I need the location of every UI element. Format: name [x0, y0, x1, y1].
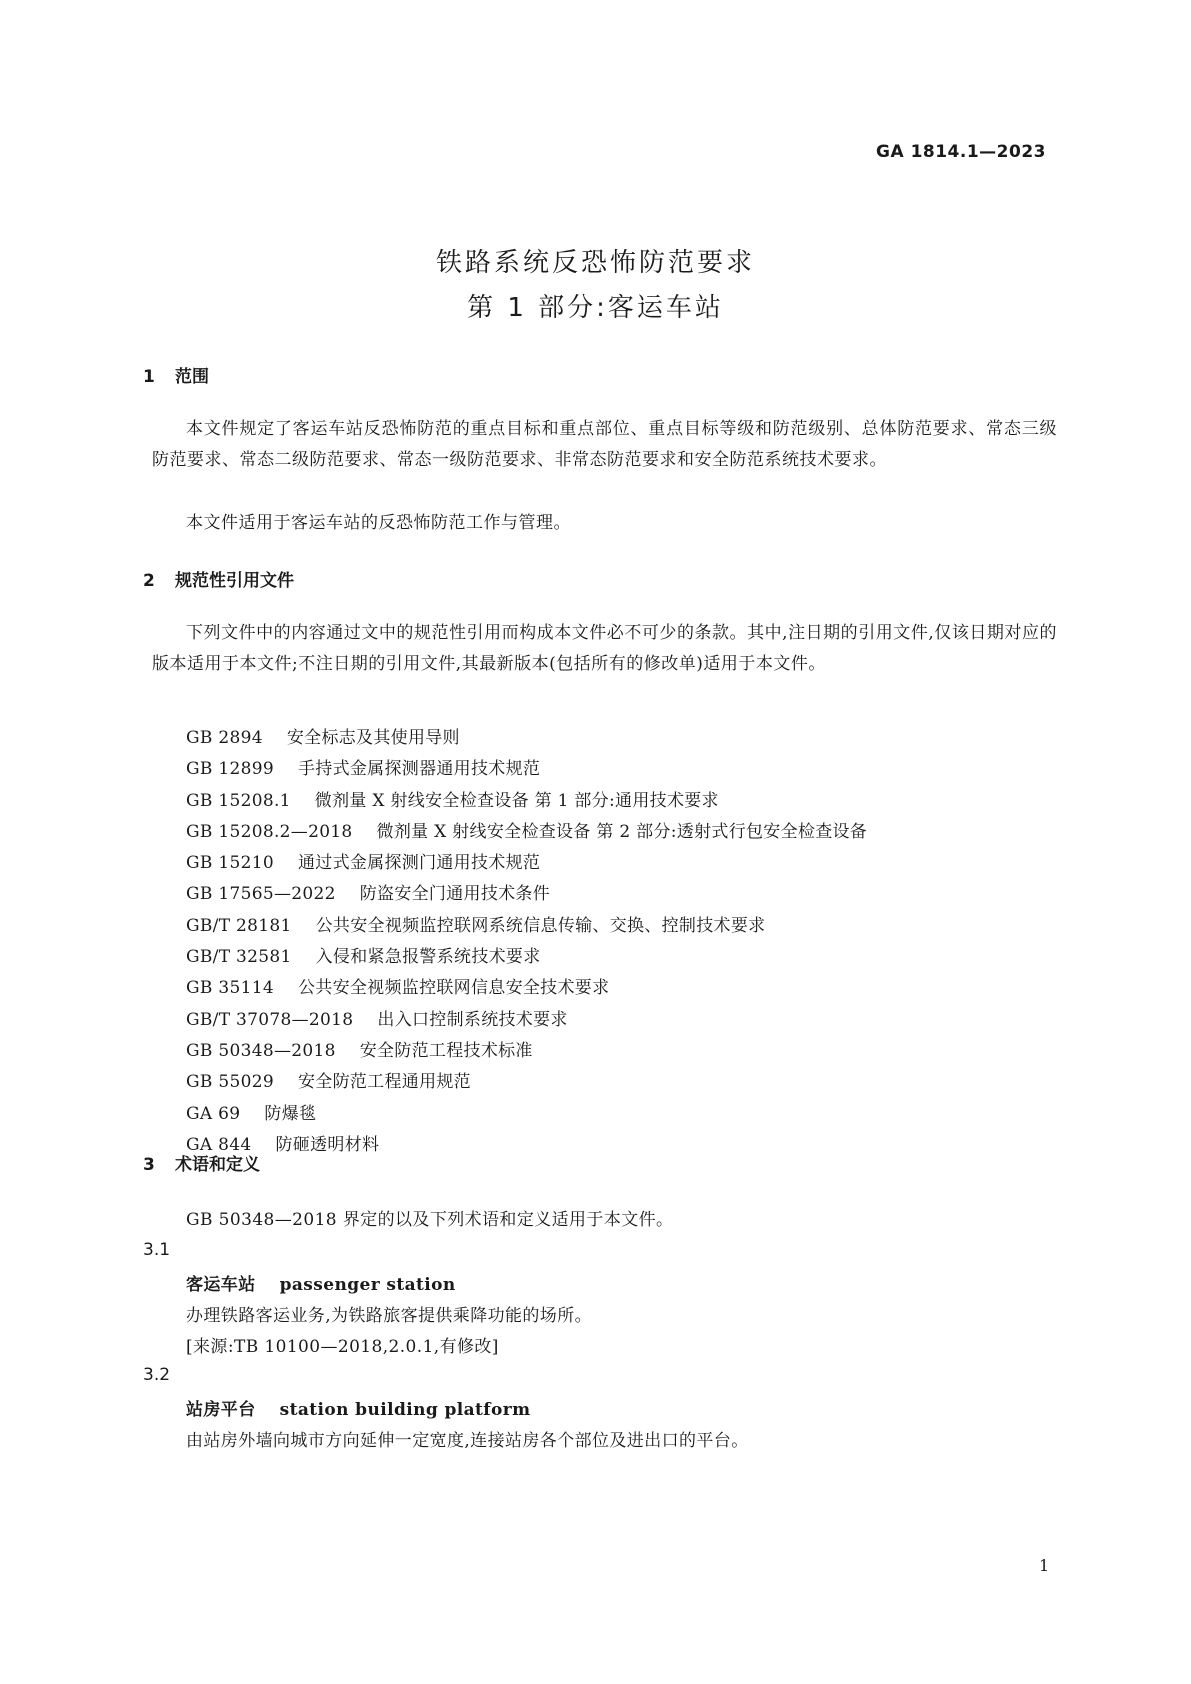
reference-code: GB 35114 [186, 978, 274, 999]
section-1-paragraph-2: 本文件适用于客运车站的反恐怖防范工作与管理。 [186, 513, 571, 533]
reference-item [186, 942, 867, 973]
reference-title: 通过式金属探测门通用技术规范 [297, 853, 541, 874]
reference-item [186, 911, 867, 942]
term-english: passenger station [279, 1275, 456, 1295]
term-heading [186, 1270, 456, 1295]
reference-code: GB 15208.1 [186, 790, 291, 811]
section-title: 术语和定义 [175, 1155, 260, 1175]
reference-item [186, 1036, 867, 1067]
term-definition: 办理铁路客运业务,为铁路旅客提供乘降功能的场所。 [186, 1306, 593, 1326]
reference-item [186, 1099, 867, 1130]
reference-item [186, 786, 867, 817]
term-number: 3.1 [143, 1240, 171, 1260]
reference-code: GB 15208.2—2018 [186, 821, 353, 842]
section-3-intro: GB 50348—2018 界定的以及下列术语和定义适用于本文件。 [186, 1210, 674, 1230]
section-number: 3 [143, 1155, 155, 1175]
reference-item [186, 1067, 867, 1098]
reference-title: 安全防范工程技术标准 [359, 1040, 533, 1061]
document-code: GA 1814.1—2023 [876, 142, 1046, 162]
section-title: 范围 [175, 367, 209, 387]
page-number: 1 [1039, 1556, 1050, 1575]
reference-title: 安全防范工程通用规范 [297, 1072, 471, 1093]
term-source: [来源:TB 10100—2018,2.0.1,有修改] [186, 1337, 499, 1357]
reference-item [186, 1130, 867, 1161]
section-2-heading [143, 566, 294, 591]
term-number: 3.2 [143, 1365, 171, 1385]
section-title: 规范性引用文件 [175, 571, 294, 591]
reference-item [186, 973, 867, 1004]
reference-title: 防盗安全门通用技术条件 [359, 884, 551, 905]
reference-title: 安全标志及其使用导则 [286, 728, 460, 748]
section-2-paragraph: 下列文件中的内容通过文中的规范性引用而构成本文件必不可少的条款。其中,注日期的引用文件,仅该日期对应的版本适用于本文件;不注日期的引用文件,其最新版本(包括所有的修改单)适用于本文件。 [152, 623, 1057, 674]
section-number: 2 [143, 571, 155, 591]
reference-title: 公共安全视频监控联网系统信息传输、交换、控制技术要求 [315, 915, 766, 936]
term-definition: 由站房外墙向城市方向延伸一定宽度,连接站房各个部位及进出口的平台。 [186, 1431, 749, 1451]
reference-item [186, 754, 867, 785]
section-3-heading [143, 1150, 260, 1175]
reference-list [186, 723, 867, 1161]
reference-item [186, 848, 867, 879]
document-subtitle: 第 1 部分:客运车站 [467, 293, 724, 323]
reference-code: GB 12899 [186, 759, 274, 780]
reference-item [186, 879, 867, 910]
section-number: 1 [143, 367, 155, 387]
reference-code: GA 69 [186, 1103, 241, 1124]
section-1-heading [143, 362, 209, 387]
document-title: 铁路系统反恐怖防范要求 [435, 248, 755, 278]
reference-title: 入侵和紧急报警系统技术要求 [315, 947, 541, 968]
reference-item [186, 723, 867, 754]
reference-code: GB 50348—2018 [186, 1040, 336, 1061]
reference-title: 防砸透明材料 [275, 1134, 380, 1155]
term-chinese: 客运车站 [186, 1275, 256, 1295]
reference-code: GB/T 32581 [186, 947, 292, 968]
reference-code: GA 844 [186, 1134, 252, 1155]
reference-code: GB 2894 [186, 728, 263, 748]
reference-code: GB 15210 [186, 853, 274, 874]
reference-item [186, 1005, 867, 1036]
reference-title: 微剂量 X 射线安全检查设备 第 1 部分:通用技术要求 [314, 790, 719, 811]
reference-title: 出入口控制系统技术要求 [377, 1009, 568, 1030]
reference-title: 防爆毯 [264, 1103, 317, 1124]
reference-item [186, 817, 867, 848]
reference-code: GB 17565—2022 [186, 884, 336, 905]
reference-title: 微剂量 X 射线安全检查设备 第 2 部分:透射式行包安全检查设备 [376, 821, 868, 842]
reference-title: 公共安全视频监控联网信息安全技术要求 [297, 978, 610, 999]
reference-code: GB/T 37078—2018 [186, 1009, 354, 1030]
term-chinese: 站房平台 [186, 1400, 256, 1420]
reference-code: GB/T 28181 [186, 915, 292, 936]
reference-code: GB 55029 [186, 1072, 274, 1093]
term-heading [186, 1395, 530, 1420]
reference-title: 手持式金属探测器通用技术规范 [297, 759, 541, 780]
section-1-paragraph-1: 本文件规定了客运车站反恐怖防范的重点目标和重点部位、重点目标等级和防范级别、总体防范要求、常态三级防范要求、常态二级防范要求、常态一级防范要求、非常态防范要求和安全防范系统技术要求。 [152, 419, 1057, 470]
term-english: station building platform [279, 1400, 531, 1420]
